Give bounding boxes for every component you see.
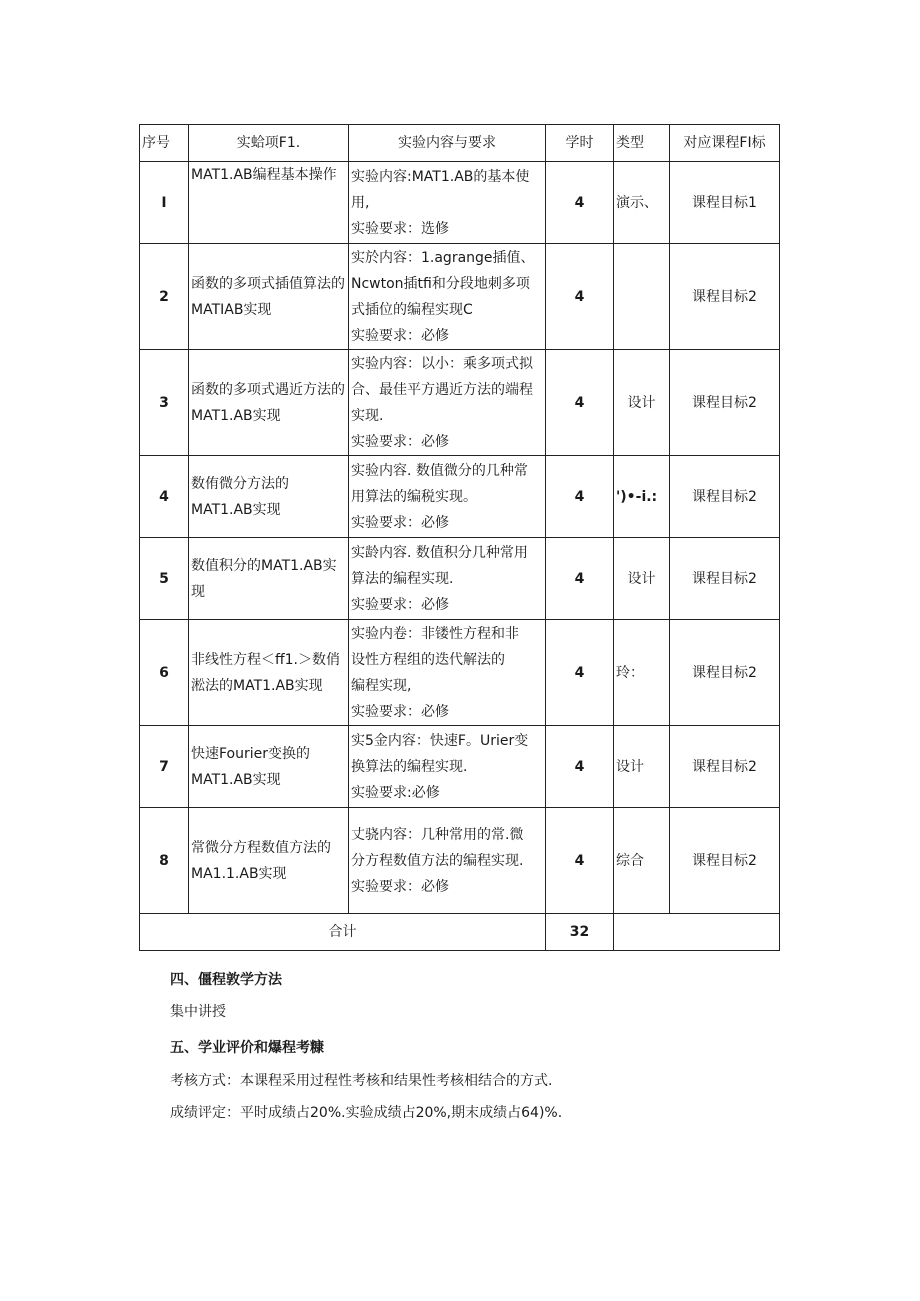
row-goal: 课程目标2 — [670, 726, 780, 808]
table-row — [140, 808, 780, 914]
table-row — [140, 244, 780, 350]
row-goal: 课程目标2 — [670, 620, 780, 726]
row-type: 设计 — [614, 538, 670, 620]
row-name: 快速Fourier变换的MAT1.AB实现 — [189, 726, 349, 808]
row-no: 8 — [140, 808, 189, 914]
section4-body: 集中讲授 — [170, 1004, 226, 1020]
total-label: 合计 — [140, 914, 546, 951]
row-hours: 4 — [546, 808, 614, 914]
table-row — [140, 162, 780, 244]
row-name: 函数的多项式遇近方法的MAT1.AB实现 — [189, 350, 349, 456]
row-content: 实验内容. 数值微分的几种常 用算法的编税实现。 实验要求：必修 — [349, 456, 546, 538]
header-name: 实蛤项F1. — [189, 125, 349, 162]
row-hours: 4 — [546, 244, 614, 350]
row-content: 实验内容:MAT1.AB的基本使 用, 实验要求：选修 — [349, 162, 546, 244]
row-goal: 课程目标2 — [670, 538, 780, 620]
row-no: I — [140, 162, 189, 244]
table-row — [140, 620, 780, 726]
header-goal: 对应课程FI标 — [670, 125, 780, 162]
header-content: 实验内容与要求 — [349, 125, 546, 162]
row-no: 5 — [140, 538, 189, 620]
row-goal: 课程目标2 — [670, 244, 780, 350]
row-hours: 4 — [546, 538, 614, 620]
total-empty-cell — [614, 914, 780, 951]
row-type: 设计 — [614, 350, 670, 456]
row-name: MAT1.AB编程基本操作 — [189, 162, 349, 244]
row-hours: 4 — [546, 456, 614, 538]
table-total-row — [140, 914, 780, 951]
header-hours: 学时 — [546, 125, 614, 162]
row-type: ')•-i.: — [614, 456, 670, 538]
table-row — [140, 456, 780, 538]
row-name: 函数的多项式插值算法的MATIAB实现 — [189, 244, 349, 350]
row-no: 4 — [140, 456, 189, 538]
row-content: 实5金内容：快速F。Urier变 换算法的编程实现. 实验要求:必修 — [349, 726, 546, 808]
row-type: 综合 — [614, 808, 670, 914]
row-content: 实验内卷：非镂性方程和非 设性方程组的迭代解法的 编程实现, 实验要求：必修 — [349, 620, 546, 726]
table-header-row — [140, 125, 780, 162]
table-row — [140, 538, 780, 620]
row-no: 7 — [140, 726, 189, 808]
row-no: 3 — [140, 350, 189, 456]
section5-grading: 成绩评定：平时成绩占20%.实验成绩占20%,期末成绩占64)%. — [170, 1105, 563, 1121]
table-row — [140, 350, 780, 456]
row-goal: 课程目标2 — [670, 456, 780, 538]
row-goal: 课程目标1 — [670, 162, 780, 244]
row-type: 设计 — [614, 726, 670, 808]
row-goal: 课程目标2 — [670, 350, 780, 456]
row-name: 常微分方程数值方法的MA1.1.AB实现 — [189, 808, 349, 914]
row-name: 数侑微分方法的MAT1.AB实现 — [189, 456, 349, 538]
row-type: 玲： — [614, 620, 670, 726]
row-content: 丈骁内容：几种常用的常.微 分方程数值方法的编程实现. 实验要求：必修 — [349, 808, 546, 914]
row-no: 6 — [140, 620, 189, 726]
section5-method: 考核方式：本课程采用过程性考核和结果性考核相结合的方式. — [170, 1073, 553, 1089]
row-hours: 4 — [546, 162, 614, 244]
section4-heading: 四、僵程敦学方法 — [170, 972, 282, 988]
row-hours: 4 — [546, 620, 614, 726]
row-content: 实验内容：以小：乘多项式拟 合、最佳平方遇近方法的端程 实现. 实验要求：必修 — [349, 350, 546, 456]
row-content: 实龄内容. 数值积分几种常用 算法的编程实现. 实验要求：必修 — [349, 538, 546, 620]
row-hours: 4 — [546, 350, 614, 456]
course-lab-table — [139, 124, 780, 951]
row-name: 非线性方程＜ff1.＞数俏淞法的MAT1.AB实现 — [189, 620, 349, 726]
header-no: 序号 — [140, 125, 189, 162]
section5-heading: 五、学业评价和爆程考糠 — [170, 1040, 324, 1056]
total-hours: 32 — [546, 914, 614, 951]
row-no: 2 — [140, 244, 189, 350]
row-type — [614, 244, 670, 350]
header-type: 类型 — [614, 125, 670, 162]
table-row — [140, 726, 780, 808]
row-hours: 4 — [546, 726, 614, 808]
row-type: 演示、 — [614, 162, 670, 244]
row-goal: 课程目标2 — [670, 808, 780, 914]
row-content: 实於内容：1.agrange插值、 Ncwton插tfi和分段地刺多项 式插位的编程实现C 实验要求：必修 — [349, 244, 546, 350]
row-name: 数值积分的MAT1.AB实现 — [189, 538, 349, 620]
